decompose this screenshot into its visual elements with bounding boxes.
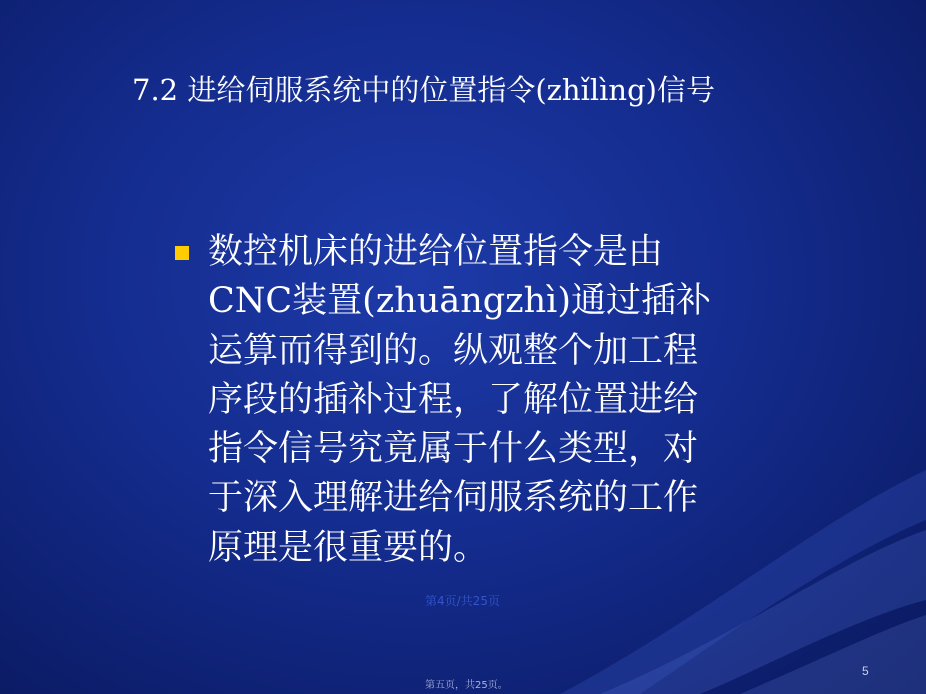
bullet-line: CNC装置(zhuāngzhì)通过插补 (208, 281, 712, 322)
page-count-overlay: 第4页/共25页 (425, 594, 500, 608)
bullet-square-icon (175, 246, 189, 260)
bullet-line: 于深入理解进给伺服系统的工作 (208, 478, 699, 519)
bullet-paragraph (208, 228, 808, 573)
bullet-line: 指令信号究竟属于什么类型，对 (208, 429, 699, 470)
slide-title: 7.2 进给伺服系统中的位置指令(zhǐlìng)信号 (132, 73, 715, 107)
bullet-line: 原理是很重要的。 (208, 527, 489, 568)
bullet-line: 运算而得到的。纵观整个加工程 (208, 330, 699, 371)
slide-page-number: 5 (862, 664, 869, 678)
bullet-line: 数控机床的进给位置指令是由 (208, 232, 664, 272)
bullet-line: 序段的插补过程，了解位置进给 (208, 379, 699, 420)
footer-page-caption: 第五页，共25页。 (425, 680, 508, 691)
